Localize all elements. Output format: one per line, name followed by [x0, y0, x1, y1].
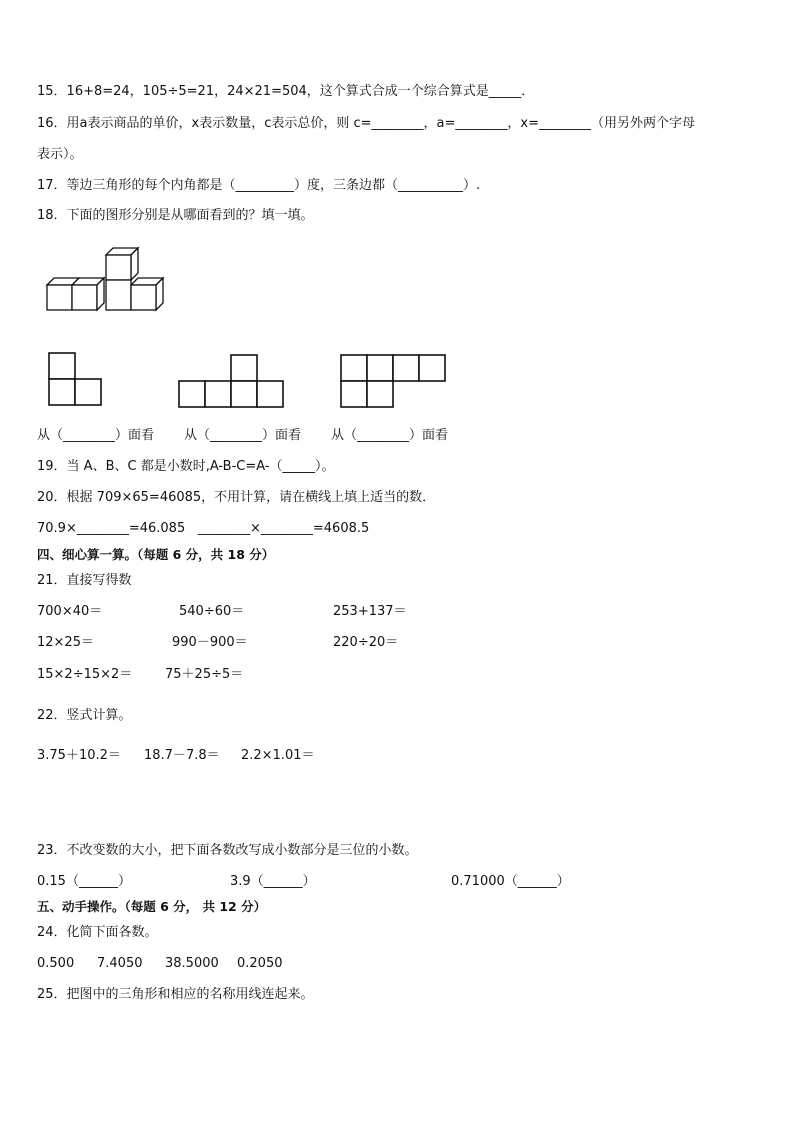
q20-equation-1: 70.9×________=46.085	[37, 521, 186, 536]
view-answer-3: 从（________）面看	[331, 428, 449, 443]
q20-equation-2: ________×________=4608.5	[198, 521, 370, 536]
question-25: 25．把图中的三角形和相应的名称用线连起来。	[37, 987, 314, 1002]
cube-stack-figure	[40, 245, 180, 325]
q24-item: 0.500	[37, 956, 75, 971]
view-answer-2: 从（________）面看	[184, 428, 302, 443]
q21-item: 990－900＝	[172, 635, 248, 650]
question-21: 21．直接写得数	[37, 573, 132, 588]
q21-item: 253+137＝	[333, 604, 407, 619]
q22-item: 2.2×1.01＝	[241, 748, 315, 763]
q21-item: 700×40＝	[37, 604, 103, 619]
question-15: 15．16+8=24，105÷5=21，24×21=504，这个算式合成一个综合算式是_____．	[37, 84, 535, 99]
question-20: 20．根据 709×65=46085，不用计算，请在横线上填上适当的数．	[37, 490, 436, 505]
q21-item: 12×25＝	[37, 635, 94, 650]
section-5-title: 五、动手操作。（每题 6 分， 共 12 分）	[37, 899, 267, 914]
question-16-line-1: 16．用a表示商品的单价，x表示数量，c表示总价，则 c=________，a=________，x=________（用另外两个字母	[37, 116, 695, 131]
q21-item: 220÷20＝	[333, 635, 399, 650]
q24-item: 7.4050	[97, 956, 143, 971]
view-figure-3	[338, 352, 450, 412]
question-19: 19．当 A、B、C 都是小数时,A-B-C=A-（_____）。	[37, 459, 335, 474]
question-22: 22．竖式计算。	[37, 708, 132, 723]
q23-item: 0.71000（______）	[451, 874, 570, 889]
question-24: 24．化简下面各数。	[37, 925, 158, 940]
q21-item: 15×2÷15×2＝	[37, 667, 133, 682]
q23-item: 3.9（______）	[230, 874, 316, 889]
q23-item: 0.15（______）	[37, 874, 131, 889]
question-16-line-2: 表示）。	[37, 147, 83, 162]
q21-item: 540÷60＝	[179, 604, 245, 619]
view-figure-2	[176, 352, 288, 412]
q24-item: 38.5000	[165, 956, 219, 971]
view-answer-1: 从（________）面看	[37, 428, 155, 443]
view-figure-1	[46, 350, 106, 410]
question-17: 17．等边三角形的每个内角都是（_________）度，三条边都（__________）.	[37, 178, 481, 193]
q22-item: 3.75＋10.2＝	[37, 748, 121, 763]
q24-item: 0.2050	[237, 956, 283, 971]
question-18: 18．下面的图形分别是从哪面看到的？填一填。	[37, 208, 314, 223]
q21-item: 75＋25÷5＝	[165, 667, 244, 682]
question-23: 23．不改变数的大小，把下面各数改写成小数部分是三位的小数。	[37, 843, 418, 858]
q22-item: 18.7－7.8＝	[144, 748, 220, 763]
section-4-title: 四、细心算一算。（每题 6 分，共 18 分）	[37, 547, 275, 562]
